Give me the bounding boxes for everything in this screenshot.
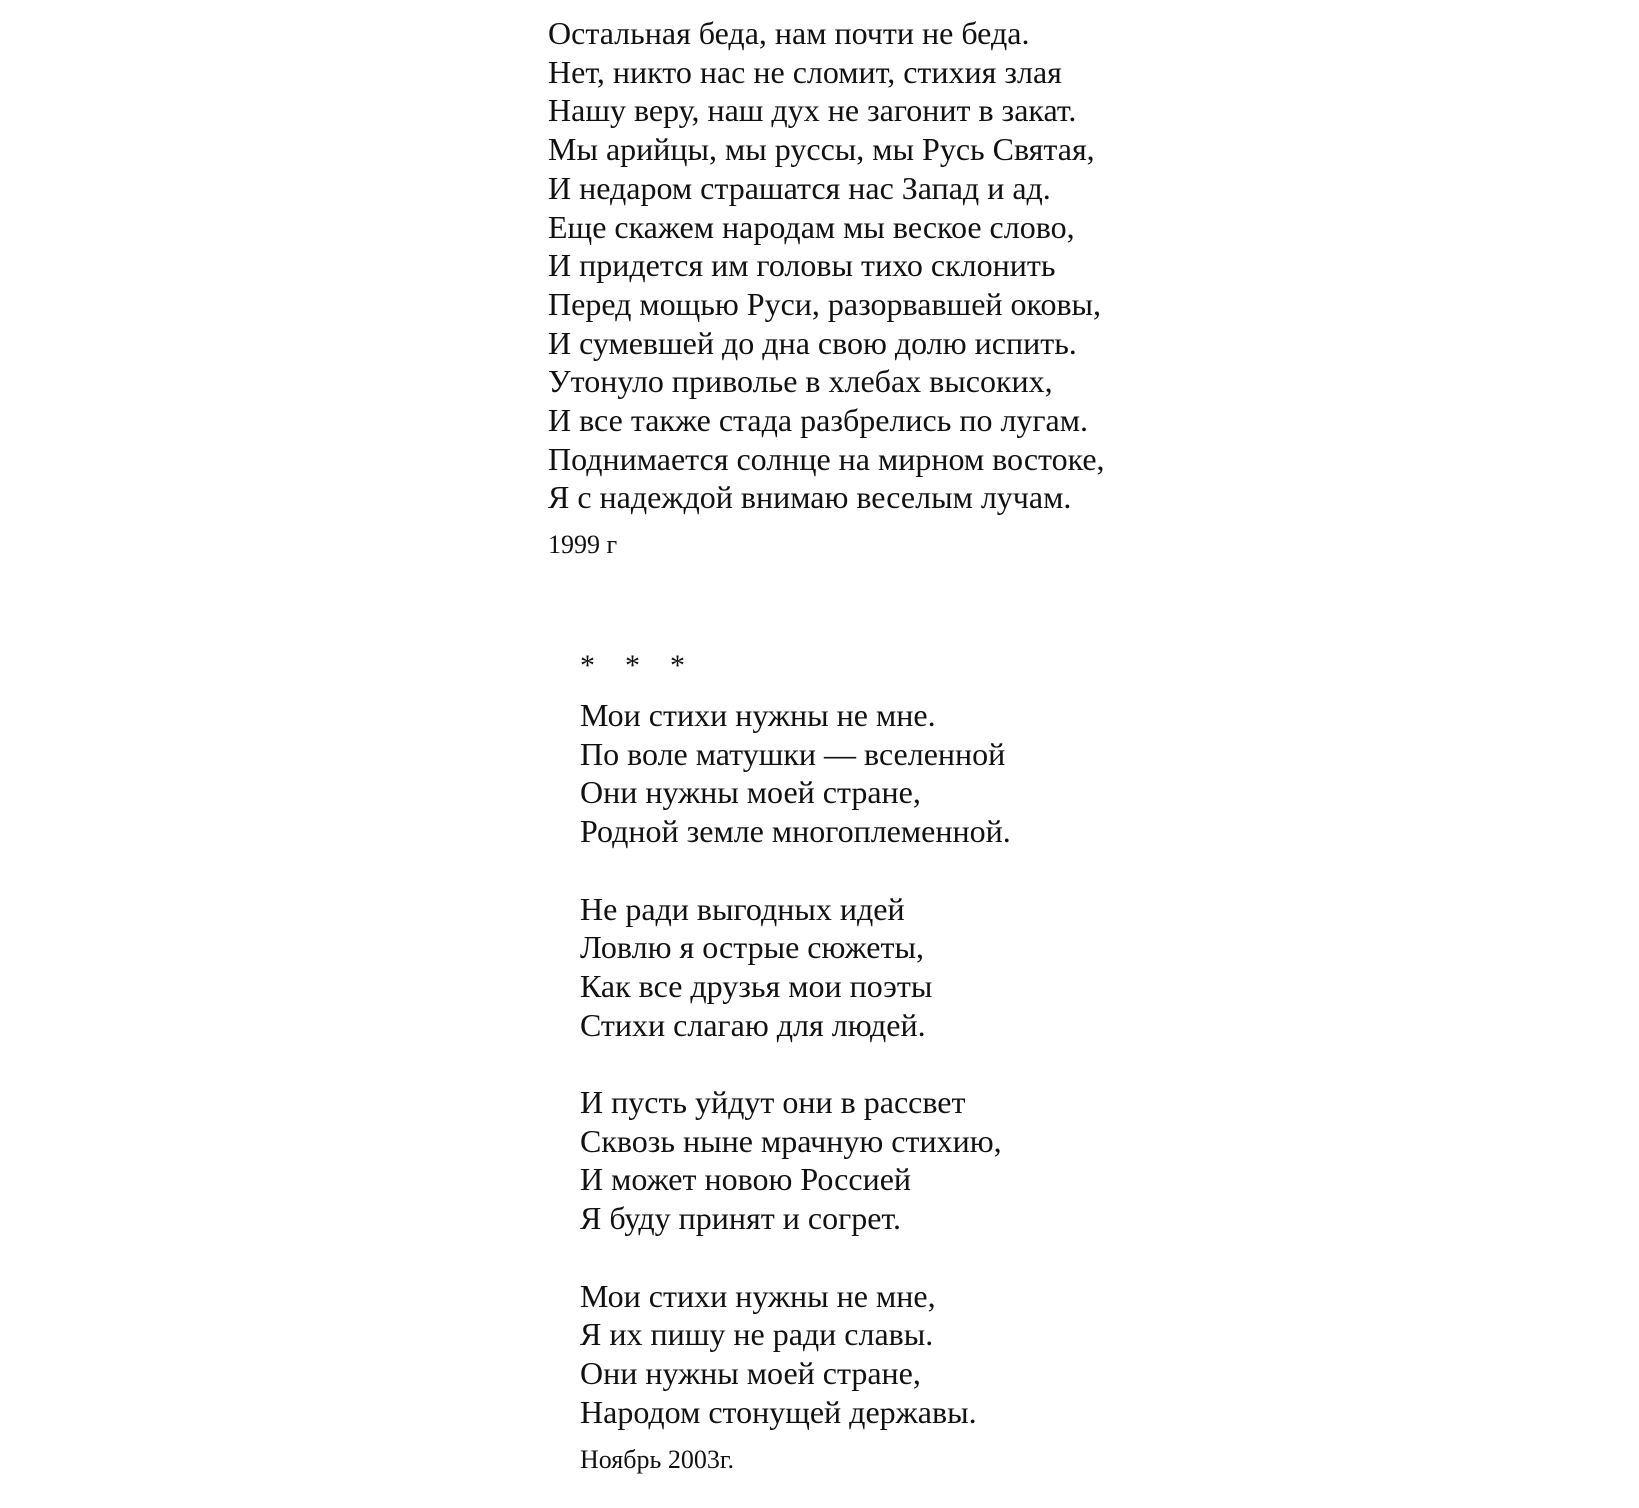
poem-1-line: Мы арийцы, мы руссы, мы Русь Святая, bbox=[548, 131, 1095, 168]
poem-2-line: Народом стонущей державы. bbox=[580, 1393, 977, 1430]
poem-2-line: Стихи слагаю для людей. bbox=[580, 1006, 926, 1043]
poem-2-line: Я их пишу не ради славы. bbox=[580, 1316, 934, 1353]
poem-2-line: Как все друзья мои поэты bbox=[580, 967, 933, 1004]
stanza-2 bbox=[580, 890, 1011, 1045]
poem-1 bbox=[548, 14, 1105, 560]
poem-2 bbox=[580, 648, 1011, 1475]
poem-1-line: Перед мощью Руси, разорвавшей оковы, bbox=[548, 285, 1102, 322]
stanza-1 bbox=[580, 696, 1011, 851]
poem-1-line: И все также стада разбрелись по лугам. bbox=[548, 402, 1088, 439]
poem-2-line: Родной земле многоплеменной. bbox=[580, 813, 1011, 850]
poem-2-line: Я буду принят и согрет. bbox=[580, 1200, 901, 1237]
poem-2-line: И пусть уйдут они в рассвет bbox=[580, 1084, 966, 1120]
poem-1-date: 1999 г bbox=[548, 530, 618, 560]
separator-gap bbox=[580, 684, 1011, 696]
poem-1-line: Поднимается солнце на мирном востоке, bbox=[548, 440, 1105, 477]
section-separator: * * * bbox=[580, 649, 685, 682]
poem-2-line: Они нужны моей стране, bbox=[580, 774, 921, 811]
poem-1-line: Остальная беда, нам почти не беда. bbox=[548, 15, 1030, 51]
poem-2-line: Не ради выгодных идей bbox=[580, 890, 905, 927]
poem-2-line: По воле матушки — вселенной bbox=[580, 735, 1006, 772]
poem-1-line: Я с надеждой внимаю веселым лучам. bbox=[548, 479, 1072, 516]
poem-2-date: Ноябрь 2003г. bbox=[580, 1445, 735, 1475]
poem-2-line: Сквозь ныне мрачную стихию, bbox=[580, 1122, 1002, 1159]
stanza-4 bbox=[580, 1277, 1011, 1432]
poem-1-line: И сумевшей до дна свою долю испить. bbox=[548, 324, 1077, 361]
poem-2-line: Они нужны моей стране, bbox=[580, 1354, 921, 1391]
poem-2-line: Ловлю я острые сюжеты, bbox=[580, 929, 924, 966]
stanza-3 bbox=[580, 1083, 1011, 1238]
poem-1-line: И придется им головы тихо склонить bbox=[548, 247, 1056, 284]
poem-1-line: И недаром страшатся нас Запад и ад. bbox=[548, 169, 1051, 206]
poem-2-line: Мои стихи нужны не мне. bbox=[580, 697, 936, 733]
poem-1-line: Нет, никто нас не сломит, стихия злая bbox=[548, 53, 1062, 90]
poem-2-line: Мои стихи нужны не мне, bbox=[580, 1277, 936, 1314]
poem-1-line: Еще скажем народам мы веское слово, bbox=[548, 208, 1075, 245]
poem-1-line: Нашу веру, наш дух не загонит в закат. bbox=[548, 92, 1077, 129]
poem-1-line: Утонуло приволье в хлебах высоких, bbox=[548, 363, 1053, 400]
poem-2-line: И может новою Россией bbox=[580, 1161, 912, 1198]
